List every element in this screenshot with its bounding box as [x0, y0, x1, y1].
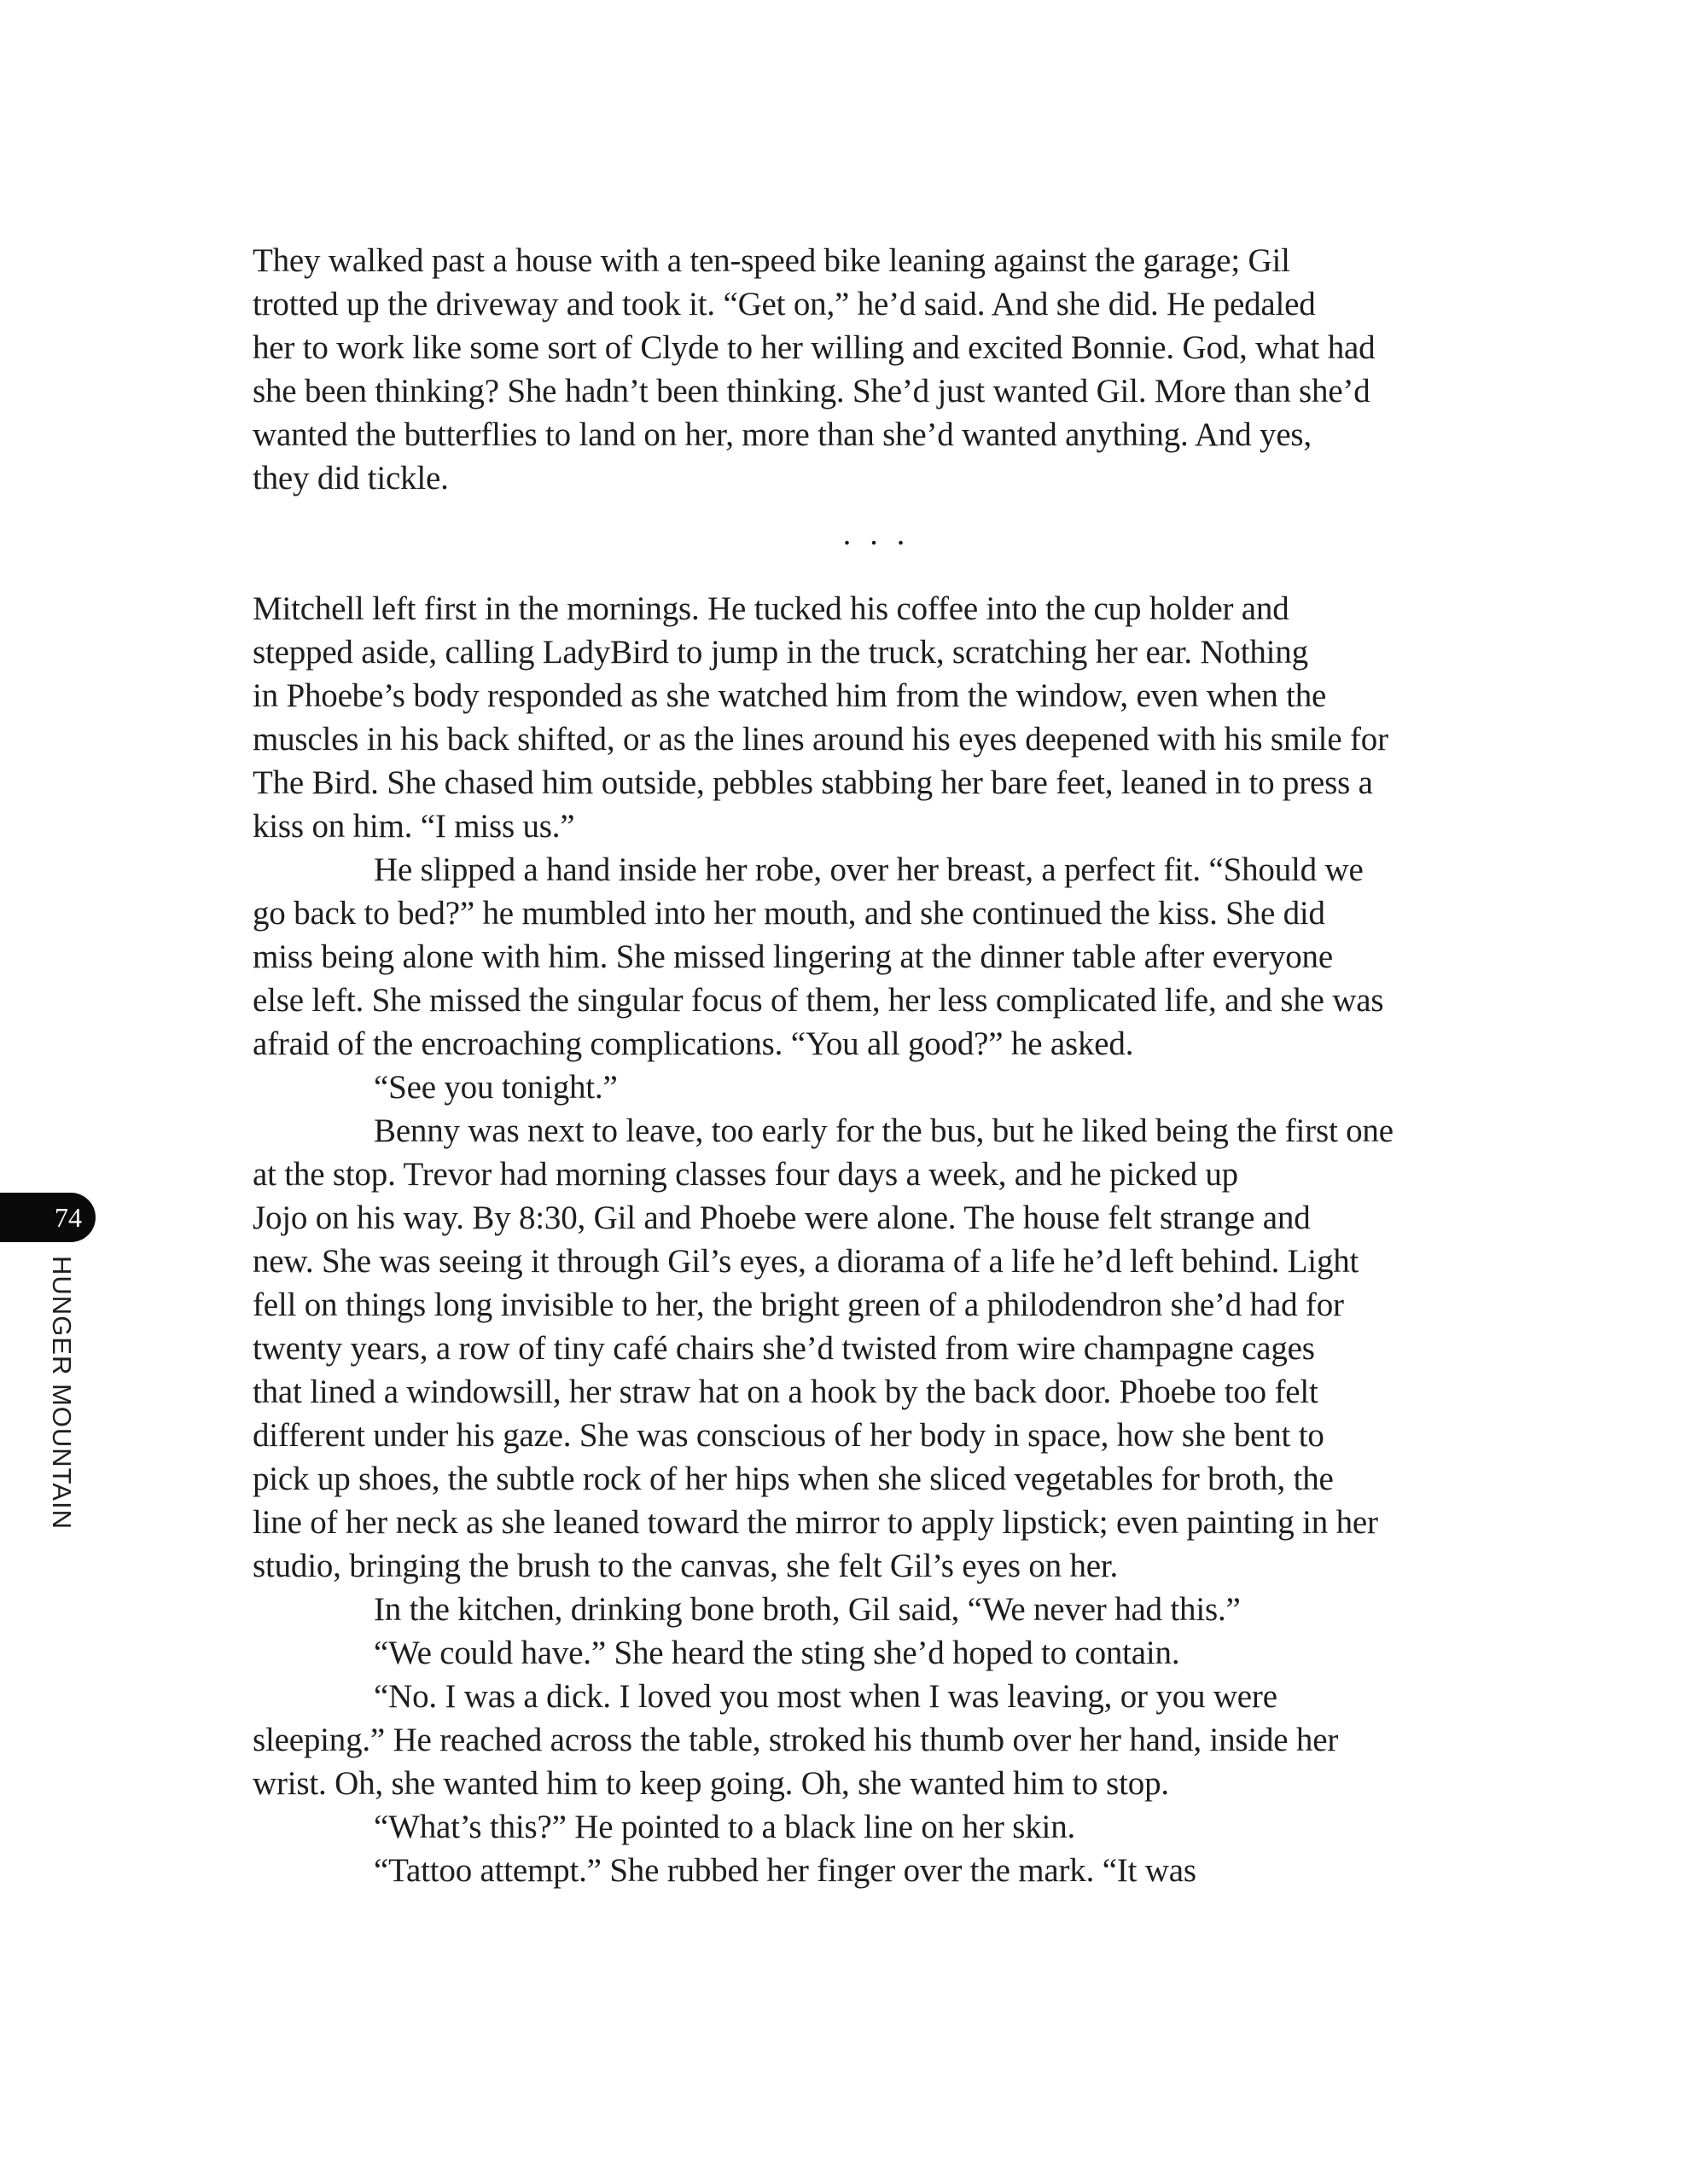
text-line: muscles in his back shifted, or as the lines around his eyes deepened with his smile for [253, 721, 1388, 758]
text-line: kiss on him. “I miss us.” [253, 808, 575, 845]
text-line: Mitchell left first in the mornings. He tucked his coffee into the cup holder and [253, 590, 1289, 627]
text-line: wanted the butterflies to land on her, more than she’d wanted anything. And yes, [253, 416, 1312, 453]
text-line: “See you tonight.” [374, 1069, 618, 1106]
running-head-title: HUNGER MOUNTAIN [47, 1256, 77, 1530]
text-line: go back to bed?” he mumbled into her mouth, and she continued the kiss. She did [253, 895, 1325, 932]
text-line: wrist. Oh, she wanted him to keep going. Oh, she wanted him to stop. [253, 1765, 1169, 1802]
text-line: stepped aside, calling LadyBird to jump in the truck, scratching her ear. Nothing [253, 634, 1308, 671]
text-line: fell on things long invisible to her, the bright green of a philodendron she’d had for [253, 1287, 1344, 1323]
page-number-tab [0, 1193, 96, 1242]
section-break: . . . [842, 515, 911, 552]
text-line: He slipped a hand inside her robe, over her breast, a perfect fit. “Should we [374, 851, 1364, 888]
text-line: miss being alone with him. She missed lingering at the dinner table after everyone [253, 938, 1333, 975]
paragraph-block-main [253, 587, 1500, 1892]
text-line: “Tattoo attempt.” She rubbed her finger over the mark. “It was [374, 1852, 1196, 1889]
text-line: studio, bringing the brush to the canvas, she felt Gil’s eyes on her. [253, 1548, 1119, 1584]
text-line: twenty years, a row of tiny café chairs she’d twisted from wire champagne cages [253, 1330, 1315, 1367]
text-line: new. She was seeing it through Gil’s eyes, a diorama of a life he’d left behind. Light [253, 1243, 1359, 1280]
text-line: trotted up the driveway and took it. “Get on,” he’d said. And she did. He pedaled [253, 286, 1316, 322]
text-line: her to work like some sort of Clyde to her willing and excited Bonnie. God, what had [253, 329, 1376, 366]
page-number: 74 [55, 1202, 82, 1233]
text-line: In the kitchen, drinking bone broth, Gil said, “We never had this.” [374, 1591, 1241, 1628]
text-line: pick up shoes, the subtle rock of her hips when she sliced vegetables for broth, the [253, 1461, 1334, 1497]
text-line: afraid of the encroaching complications. “You all good?” he asked. [253, 1025, 1134, 1062]
text-line: The Bird. She chased him outside, pebbles stabbing her bare feet, leaned in to press a [253, 764, 1373, 801]
running-head [46, 1256, 80, 1537]
text-line: that lined a windowsill, her straw hat on a hook by the back door. Phoebe too felt [253, 1374, 1318, 1410]
text-line: “We could have.” She heard the sting she’d hoped to contain. [374, 1635, 1180, 1671]
text-line: line of her neck as she leaned toward the mirror to apply lipstick; even painting in her [253, 1504, 1378, 1541]
text-line: different under his gaze. She was conscious of her body in space, how she bent to [253, 1417, 1324, 1454]
text-line: at the stop. Trevor had morning classes four days a week, and he picked up [253, 1156, 1238, 1193]
paragraph-block-top [253, 239, 1500, 500]
text-line: she been thinking? She hadn’t been thinking. She’d just wanted Gil. More than she’d [253, 373, 1370, 410]
text-line: Jojo on his way. By 8:30, Gil and Phoebe were alone. The house felt strange and [253, 1199, 1311, 1236]
text-line: sleeping.” He reached across the table, stroked his thumb over her hand, inside her [253, 1722, 1339, 1758]
text-line: in Phoebe’s body responded as she watched him from the window, even when the [253, 677, 1327, 714]
text-line: “No. I was a dick. I loved you most when I was leaving, or you were [374, 1678, 1277, 1715]
text-line: They walked past a house with a ten-speed bike leaning against the garage; Gil [253, 242, 1290, 279]
text-line: Benny was next to leave, too early for the bus, but he liked being the first one [374, 1112, 1394, 1149]
text-line: they did tickle. [253, 460, 449, 497]
text-line: “What’s this?” He pointed to a black line on her skin. [374, 1809, 1076, 1845]
text-line: else left. She missed the singular focus of them, her less complicated life, and she was [253, 982, 1384, 1019]
